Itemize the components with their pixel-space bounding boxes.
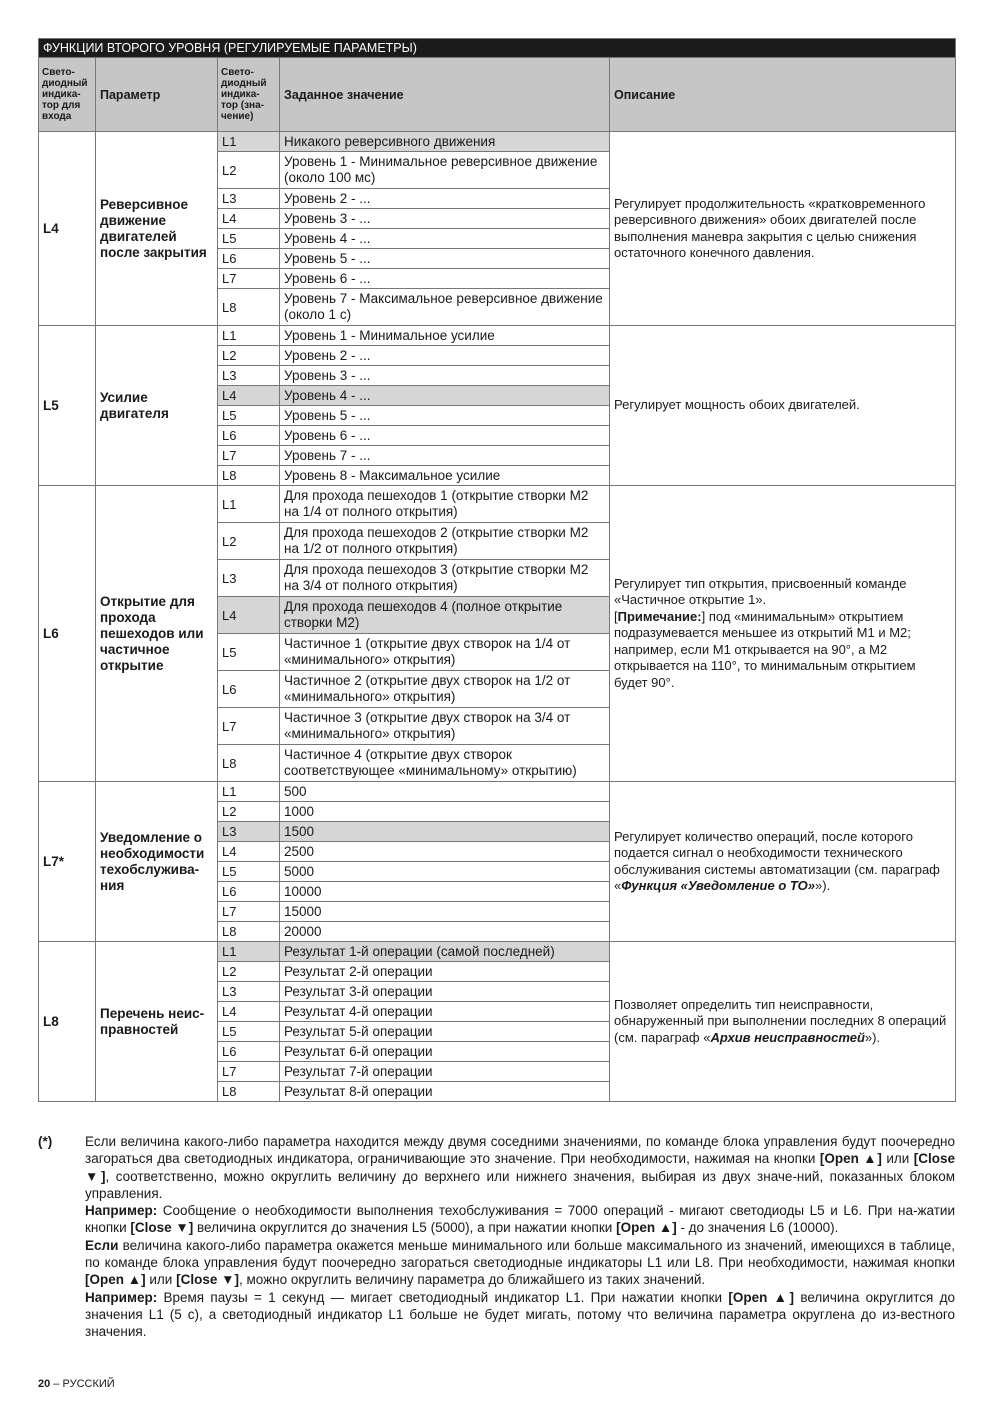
led-value: L8 xyxy=(218,466,280,486)
footnote-mark: (*) xyxy=(38,1134,53,1149)
footnote xyxy=(38,1133,955,1341)
set-value: Уровень 2 - ... xyxy=(280,189,610,209)
led-value: L6 xyxy=(218,882,280,902)
header-set-value: Заданное значение xyxy=(280,58,610,132)
description: Регулирует тип открытия, присвоенный команде «Частичное открытие 1». [Примечание:] под «минимальным» открытием подразумевается меньшее из открытий М1 и М2; например, если М1 открывается на 90°, а М2 открывается на 110°, то минимальным открытием будет 90°. xyxy=(610,486,956,782)
footnote-paragraph: Если величина какого-либо параметра находится между двумя соседними значениями, по команде блока управления будут поочередно загораться два светодиодных индикатора, ограничивающие это значение. При необходимости, нажимая на кнопки [Open ▲] или [Close ▼], соответственно, можно округлить величину до верхнего или нижнего значения, выбирая из двух значе-ний, показанных блоком управления. xyxy=(85,1134,956,1201)
table-row xyxy=(39,326,956,346)
set-value: 5000 xyxy=(280,862,610,882)
led-value: L4 xyxy=(218,209,280,229)
set-value: Для прохода пешеходов 4 (полное открытие створки М2) xyxy=(280,597,610,634)
led-value: L8 xyxy=(218,289,280,326)
led-value: L2 xyxy=(218,802,280,822)
led-value: L6 xyxy=(218,1042,280,1062)
set-value: 15000 xyxy=(280,902,610,922)
led-value: L2 xyxy=(218,962,280,982)
set-value: Уровень 1 - Минимальное реверсивное движение (около 100 мс) xyxy=(280,152,610,189)
led-value: L2 xyxy=(218,152,280,189)
led-value: L3 xyxy=(218,560,280,597)
footnote-paragraph: Например: Сообщение о необходимости выполнения техобслуживания = 7000 операций - мигают светодиоды L5 и L6. При на-жатии кнопки [Close ▼] величина округлится до значения L5 (5000), а при нажатии кнопки [Open ▲] - до значения L6 (10000). xyxy=(85,1203,955,1236)
set-value: Уровень 6 - ... xyxy=(280,269,610,289)
led-input: L8 xyxy=(39,942,96,1102)
description: Позволяет определить тип неисправности, обнаруженный при выполнении последних 8 операций (см. параграф «Архив неисправностей»). xyxy=(610,942,956,1102)
set-value: Результат 8-й операции xyxy=(280,1082,610,1102)
led-value: L4 xyxy=(218,597,280,634)
led-value: L5 xyxy=(218,1022,280,1042)
set-value: 2500 xyxy=(280,842,610,862)
led-value: L8 xyxy=(218,1082,280,1102)
parameters-table xyxy=(38,38,956,1102)
table-row xyxy=(39,486,956,523)
led-value: L4 xyxy=(218,842,280,862)
parameter-name: Перечень неис-правностей xyxy=(96,942,218,1102)
led-value: L1 xyxy=(218,132,280,152)
set-value: 10000 xyxy=(280,882,610,902)
table-row xyxy=(39,782,956,802)
set-value: Для прохода пешеходов 3 (открытие створки М2 на 3/4 от полного открытия) xyxy=(280,560,610,597)
description: Регулирует продолжительность «кратковременного реверсивного движения» обоих двигателей после выполнения маневра закрытия с целью снижения остаточного конечного давления. xyxy=(610,132,956,326)
set-value: Результат 3-й операции xyxy=(280,982,610,1002)
led-value: L3 xyxy=(218,982,280,1002)
parameter-name: Усилие двигателя xyxy=(96,326,218,486)
parameter-name: Открытие для прохода пешеходов или частичное открытие xyxy=(96,486,218,782)
set-value: Частичное 2 (открытие двух створок на 1/2 от «минимального» открытия) xyxy=(280,671,610,708)
led-value: L5 xyxy=(218,406,280,426)
led-value: L6 xyxy=(218,249,280,269)
parameter-name: Уведомление о необходимости техобслужива-ния xyxy=(96,782,218,942)
led-input: L6 xyxy=(39,486,96,782)
set-value: Уровень 7 - Максимальное реверсивное движение (около 1 с) xyxy=(280,289,610,326)
led-value: L2 xyxy=(218,523,280,560)
set-value: Никакого реверсивного движения xyxy=(280,132,610,152)
led-value: L3 xyxy=(218,822,280,842)
led-value: L6 xyxy=(218,426,280,446)
set-value: Результат 1-й операции (самой последней) xyxy=(280,942,610,962)
led-value: L6 xyxy=(218,671,280,708)
led-value: L1 xyxy=(218,486,280,523)
led-value: L3 xyxy=(218,366,280,386)
header-description: Описание xyxy=(610,58,956,132)
page-number: 20 xyxy=(38,1378,51,1390)
set-value: Уровень 4 - ... xyxy=(280,386,610,406)
description: Регулирует количество операций, после которого подается сигнал о необходимости технического обслуживания системы автоматизации (см. параграф «Функция «Уведомление о ТО»»). xyxy=(610,782,956,942)
led-value: L8 xyxy=(218,922,280,942)
set-value: Результат 4-й операции xyxy=(280,1002,610,1022)
set-value: Уровень 2 - ... xyxy=(280,346,610,366)
set-value: 1000 xyxy=(280,802,610,822)
table-row xyxy=(39,132,956,152)
set-value: Частичное 3 (открытие двух створок на 3/4 от «минимального» открытия) xyxy=(280,708,610,745)
footnote-paragraph: Например: Время паузы = 1 секунд — мигает светодиодный индикатор L1. При нажатии кнопки [Open ▲] величина округлится до значения L1 (5 с), а светодиодный индикатор L1 больше не будет мигать, потому что величина параметра округлена до из-вестного значения. xyxy=(85,1289,955,1340)
set-value: Уровень 1 - Минимальное усилие xyxy=(280,326,610,346)
set-value: Для прохода пешеходов 1 (открытие створки М2 на 1/4 от полного открытия) xyxy=(280,486,610,523)
set-value: Результат 7-й операции xyxy=(280,1062,610,1082)
set-value: Уровень 3 - ... xyxy=(280,366,610,386)
led-value: L2 xyxy=(218,346,280,366)
set-value: Уровень 5 - ... xyxy=(280,249,610,269)
led-value: L1 xyxy=(218,326,280,346)
set-value: Результат 5-й операции xyxy=(280,1022,610,1042)
set-value: Уровень 6 - ... xyxy=(280,426,610,446)
set-value: Уровень 4 - ... xyxy=(280,229,610,249)
set-value: Результат 2-й операции xyxy=(280,962,610,982)
table-row xyxy=(39,942,956,962)
set-value: 20000 xyxy=(280,922,610,942)
page-footer xyxy=(38,1378,115,1390)
led-value: L7 xyxy=(218,269,280,289)
set-value: Уровень 8 - Максимальное усилие xyxy=(280,466,610,486)
table-body xyxy=(39,132,956,1102)
header-led-value: Свето-диодный индика-тор (зна-чение) xyxy=(218,58,280,132)
led-input: L5 xyxy=(39,326,96,486)
footnote-paragraph: Если величина какого-либо параметра окажется меньше минимального или больше максимального из значений, имеющихся в таблице, по команде блока управления будут поочередно загораться светодиодные индикаторы L1 или L8. При необходимости, нажимая кнопки [Open ▲] или [Close ▼], можно округлить величину параметра до ближайшего из таких значений. xyxy=(85,1237,955,1288)
header-led-input: Свето-диодный индика-тор для входа xyxy=(39,58,96,132)
set-value: Для прохода пешеходов 2 (открытие створки М2 на 1/2 от полного открытия) xyxy=(280,523,610,560)
set-value: 1500 xyxy=(280,822,610,842)
led-value: L3 xyxy=(218,189,280,209)
set-value: Частичное 1 (открытие двух створок на 1/4 от «минимального» открытия) xyxy=(280,634,610,671)
led-value: L1 xyxy=(218,942,280,962)
led-value: L4 xyxy=(218,1002,280,1022)
led-value: L5 xyxy=(218,229,280,249)
led-value: L7 xyxy=(218,446,280,466)
set-value: 500 xyxy=(280,782,610,802)
led-value: L7 xyxy=(218,902,280,922)
led-input: L7* xyxy=(39,782,96,942)
parameter-name: Реверсивное движение двигателей после закрытия xyxy=(96,132,218,326)
description: Регулирует мощность обоих двигателей. xyxy=(610,326,956,486)
header-parameter: Параметр xyxy=(96,58,218,132)
set-value: Уровень 5 - ... xyxy=(280,406,610,426)
set-value: Уровень 7 - ... xyxy=(280,446,610,466)
led-value: L7 xyxy=(218,708,280,745)
led-value: L4 xyxy=(218,386,280,406)
table-title: ФУНКЦИИ ВТОРОГО УРОВНЯ (РЕГУЛИРУЕМЫЕ ПАРАМЕТРЫ) xyxy=(39,39,956,58)
led-value: L8 xyxy=(218,745,280,782)
set-value: Результат 6-й операции xyxy=(280,1042,610,1062)
page-label: – РУССКИЙ xyxy=(50,1378,115,1390)
set-value: Уровень 3 - ... xyxy=(280,209,610,229)
led-value: L5 xyxy=(218,862,280,882)
led-value: L5 xyxy=(218,634,280,671)
footnote-text xyxy=(85,1133,955,1341)
led-value: L7 xyxy=(218,1062,280,1082)
led-value: L1 xyxy=(218,782,280,802)
led-input: L4 xyxy=(39,132,96,326)
set-value: Частичное 4 (открытие двух створок соответствующее «минимальному» открытию) xyxy=(280,745,610,782)
